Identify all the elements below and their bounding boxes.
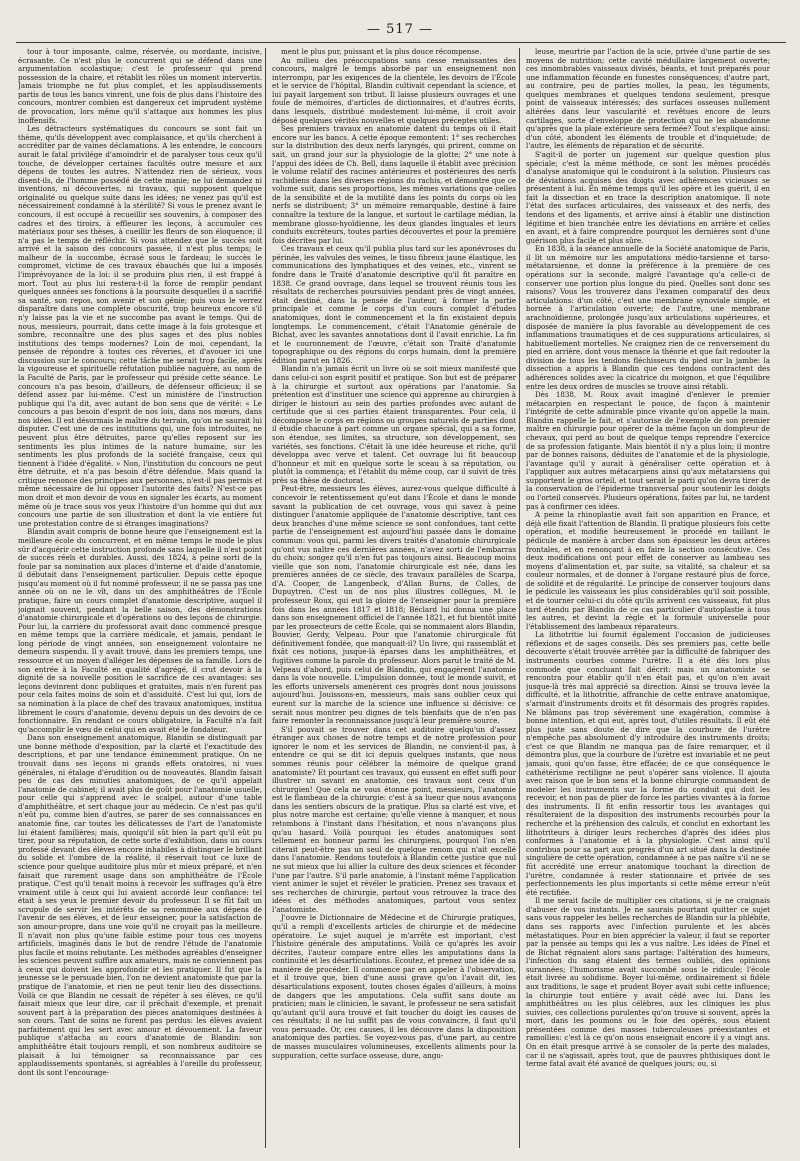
paragraph: Dès 1838, M. Roux avait imaginé d'enlever le premier métacarpien en respectant le pouce, de façon à maintenir l'intégrité de cette admirable pince vivante qu'on appelle la main. Blandin rappelle le fait, et s'autorise de l'exemple de son premier maître en chirurgie pour opérer de la même façon un dompteur de chevaux, qui perd au bout de quelque temps reprendre l'exercice de sa profession fatigante. Mais bientôt il n'y a plus loin; il montre par de bonnes raisons, déduites de l'anatomie et de la physiologie, l'avantage qu'il y aurait à généraliser cette opération et à l'appliquer aux autres métacarpiens ainsi qu'aux métatarsiens qui supportent le gros orteil, et tout serait le parti qu'on devra tirer de la conservation de l'épiderme transversal pour soutenir les doigts ou l'orteil conservés. Plusieurs opérations, faites par lui, ne tardent pas à confirmer ces idées. (526, 390, 770, 511)
paragraph: La lithotritie lui fournit également l'occasion de judicieuses réflexions et de sages conseils. Dès ses premiers pas, cette belle découverte s'était trouvée arrêtée par la difficulté de fabriquer des instruments courbes comme l'urètre. Il a été dès lors plus commode que concluant fait décrit: mais un anatomiste se rencontra pour établir qu'il n'en était pas, et qu'on n'en avait jusque-là très mal apprécié sa direction. Ainsi se trouva levée la difficulté, et la lithotritie, affranchie de cette entrave anatomique, s'armait d'instruments droits et fit désormais des progrès rapides. Ne blâmons pas trop sévèrement une exagération, commise à bonne intention, et qui eut, après tout, d'utiles résultats. Il eût été plus juste sans doute de dire que la courbure de l'urètre n'empêche pas absolument d'y introduire des instruments droits; c'est ce que Blandin ne manqua pas de faire remarquer, et il démontra plus, que la courbure de l'urètre est invariable et ne peut jamais, quoi qu'on fasse, être effacée; de ce que conséquence le cathétérisme rectiligne ne peut s'opérer sans violence. Il ajouta avec raison que le bon sens et la bonne chirurgie commandent de modeler les instruments sur la forme du conduit qui doit les recevoir, et non pas de plier de force les parties vivantes à la forme des instruments. Il fit enfin ressortir tous les avantages qui résulteraient de la disposition des instruments recourbés pour la recherche et la préhension des calculs, et conclut en exhortant les lithotriteurs à diriger leurs recherches d'après des idées plus conformes à l'anatomie et à la physiologie. C'est ainsi qu'il contribua pour sa part aux progrès d'un art situé dans la destinée singulière de cette opération, condamnée à ne pas naître s'il ne se fût accrédité une erreur anatomique touchant la direction de l'urètre, condamnée à rester stationnaire et privée de ses perfectionnements les plus importants si cette même erreur n'eût été rectifiée. (526, 630, 770, 897)
paragraph: J'ouvre le Dictionnaire de Médecine et de Chirurgie pratiques, qu'il a rempli d'excellents articles de chirurgie et de médecine opératoire. Le sujet auquel je m'arrête est important, c'est l'histoire générale des amputations. Voilà ce qu'après les avoir décrites, l'auteur compare entre elles les amputations dans la continuité et les désarticulations. Ecoutez, et prenez une idée de sa manière de procéder. Il commence par en appeler à l'observation, et il trouve que, bien d'une aussi grave qu'on l'avait dit, les désarticulations exposent, toutes choses égales d'ailleurs, à moins de dangers que les amputations. Cela suffit sans doute au praticien; mais le clinicien, le savant, le professeur ne sera satisfait qu'autant qu'il aura trouvé et fait toucher du doigt les causes de ces résultats; il ne lui suffit pas de vous convaincre, il faut qu'il vous persuade. Or, ces causes, il les découvre dans la disposition anatomique des parties. Se voyez-vous pas, d'une part, au centre de masses musculaires volumineuses, excellents aliments pour la suppuration, cette surface osseuse, dure, angu- (272, 913, 516, 1060)
paragraph: En 1838, à la séance annuelle de la Société anatomique de Paris, il lit un mémoire sur les amputations médio-tarsienne et tarso-métatarsienne, et donne la préférence à la première de ces opérations sur la seconde, malgré l'avantage qu'a celle-ci de conserver une portion plus longue du pied. Quelles sont donc ses raisons? Vous les trouverez dans l'examen comparatif des deux articulations: d'un côté, c'est une membrane synoviale simple, et bornée à l'articulation ouverte; de l'autre, une membrane arachnoïdienne, prolongée jusqu'aux articulations supérieures, et disposée de manière la plus favorable au développement de ces inflammations traumatiques et de ces suppurations articulaires, si habituellement mortelles. Ne craignez rien de ce renversement du pied en arrière, dont vous menace la théorie et que fait redouter la division de tous les tendons fléchisseurs du pied sur la jambe: la dissection a appris à Blandin que ces tendons contractent des adhérences solides avec la cicatrice du moignon, et que l'équilibre entre les deux ordres de muscles se trouve ainsi rétabli. (526, 244, 770, 391)
paragraph: Peut-être, messieurs les élèves, aurez-vous quelque difficulté à concevoir le retentissement qu'eut dans l'École et dans le monde savant la publication de cet ouvrage, vous qui savez à peine distinguer l'anatomie appliquée de l'anatomie descriptive, tant ces deux branches d'une même science se sont confondues, tant cette partie de l'enseignement est aujourd'hui passée dans le domaine commun: vous qui, parmi les divers traités d'anatomie chirurgicale qu'ont vus naître ces dernières années, n'avez sorti de l'embarras du choix; songez qu'il n'en fut pas toujours ainsi. Beaucoup moins vieille que son nom, l'anatomie chirurgicale est née, dans les premières années de ce siècle, des travaux parallèles de Scarpa, d'A. Cooper, de Langenbeck, d'Allan Burns, de Colles, de Dupuytren. C'est un de nos plus illustres collègues, M. le professeur Roux, qui eut la gloire de l'enseigner pour la première fois dans les années 1817 et 1818; Béclard lui donna une place dans son enseignement officiel de l'année 1821, et fut bientôt imité par les prosecteurs de cette École, qui se nommaient alors Blandin, Bouvier, Gerdy, Velpeau. Pour que l'anatomie chirurgicale fût définitivement fondée, que manquait-il? Un livre, qui rassemblât et fixât ces notions, jusque-là éparses dans les amphithéâtres, et fugitives comme la parole du professeur. Alors parut le traité de M. Velpeau d'abord, puis celui de Blandin, qui engagèrent l'anatomie dans la voie nouvelle. L'impulsion donnée, tout le monde suivit, et les efforts universels amenèrent ces progrès dont nous jouissons aujourd'hui. Jouissons-en, messieurs, mais sans oublier ceux qui eurent sur la marche de la science une influence si décisive: ce serait nous montrer peu dignes de tels bienfaits que de n'en pas faire remonter la reconnaissance jusqu'à leur première source. (272, 484, 516, 726)
text-column-3 (526, 48, 770, 1148)
paragraph: Au milieu des préoccupations sans cesse renaissantes des concours, malgré le temps absorbé par un enseignement non interrompu, par les exigences de la clientèle, les devoirs de l'École et le service de l'hôpital, Blandin cultivait cependant la science, et lui payait largement son tribut. Il laisse plusieurs ouvrages et une foule de mémoires, d'articles de dictionnaires, et d'autres écrits, dans lesquels, distribué modestement lui-même, il croit avoir déposé quelques vérités nouvelles et quelques préceptes utiles. (272, 55, 516, 125)
paragraph: leuse, meurtrie par l'action de la scie, privée d'une partie de ses moyens de nutrition; cette cavité médullaire largement ouverte; ces innombrables vaisseaux divisés, béants, et tout préparés pour une inflammation féconde en funestes conséquences; d'autre part, au contraire, peu de parties molles, la peau, les téguments, quelques membranes et quelques tendons seulement, presque point de vaisseaux intéressés; des surfaces osseuses nullement altérées dans leur vascularité et revêtues encore de leurs cartilages, sorte d'enveloppe de protection qui ne les abandonne qu'après que la plaie extérieure sera fermée? Tout s'explique ainsi: d'un côté, abondent les éléments de trouble et d'inquiétude; de l'autre, les éléments de réparation et de sécurité. (526, 48, 770, 151)
column-divider (519, 48, 520, 1148)
paragraph: Blandin avait compris de bonne heure que l'enseignement est la meilleure école du concurrent, et en même temps le mode le plus sûr d'acquérir cette instruction profonde sans laquelle il n'est point de succès réels et durables. Aussi, dès 1824, à peine sorti de la foule par sa nomination aux places d'interne et d'aide d'anatomie, il débutait dans l'enseignement particulier. Depuis cette époque jusqu'au moment où il fut nommé professeur, il ne se passa pas une année où on ne le vît, dans un des amphithéâtres de l'École pratique, faire un cours complet d'anatomie descriptive, auquel il joignait souvent, pendant la belle saison, des démonstrations d'anatomie chirurgicale et d'opérations ou des leçons de chirurgie. Pour lui, la carrière du professorat avait donc commencé presque en même temps que la carrière médicale, et jamais, pendant le long période de vingt années, son enseignement volontaire ne demeura suspendu. Il y avait trouvé, dans les premiers temps, une ressource et un moyen d'alléger les dépenses de sa famille. Lors de son entrée à la Faculté en qualité d'agrégé, il crut devoir à la dignité de sa nouvelle position le sacrifice de ces avantages: ses leçons devinrent donc publiques et gratuites, mais n'en furent pas pour cela faites moins de soin et d'assiduité. C'est lui qui, lors de sa nomination à la place de chef des travaux anatomiques, institua librement le cours d'anatomie, devenu depuis un des devoirs de ce fonctionnaire. En rendant ce cours obligatoire, la Faculté n'a fait qu'accomplir le vœu de celui qui en avait été le fondateur. (18, 527, 262, 734)
paragraph: Ces travaux et ceux qu'il publia plus tard sur les aponévroses du périnée, les valvules des veines, le tissu fibreux jaune élastique, les communications des lymphatiques et des veines, etc., vinrent se fondre dans le Traité d'anatomie descriptive qu'il fit paraître en 1838. Ce grand ouvrage, dans lequel se trouvent réunis tous les résultats de recherches poursuivies pendant près de vingt années, était destiné, dans la pensée de l'auteur, à former la partie principale et comme le corps d'un cours complet d'études anatomiques, dont le commencement et la fin existaient depuis longtemps. Le commencement, c'était l'Anatomie générale de Bichat, avec les savantes annotations dont il l'avait enrichie. La fin et le couronnement de l'œuvre, c'était son Traité d'anatomie topographique ou des régions du corps humain, dont la première édition parut en 1826. (272, 244, 516, 365)
paragraph: A peine la rhinoplastie avait fait son apparition en France, et déjà elle fixait l'attention de Blandin. Il pratique plusieurs fois cette opération, et modifie heureusement le procédé en taillant le pédicule de manière à arcber dans son épaisseur les deux artères frontales, et en renonçant à en faire la section consécutive. Ces deux modifications ont pour effet de conserver au lambeau ses moyens d'alimentation et, par suite, sa vitalité, sa chaleur et sa couleur normales, et de donner à l'organe restauré plus de force, de solidité et de régularité. Le principe de conserver toujours dans le pédicule les vaisseaux les plus considérables qu'il soit possible, et de tourner celui-ci du côté qu'ils arrivent ces vaisseaux, fut plus tard étendu par Blandin de ce cas particulier d'autoplastie à tous les autres, et devint la règle et la formule universelle pour l'établissement des lambeaux réparateurs. (526, 510, 770, 631)
paragraph: S'agit-il de porter un jugement sur quelque question plus spéciale; c'est la même méthode, ce sont les mêmes procédés d'analyse anatomique qui le conduiront à la solution. Plusieurs cas de déviations acquises des doigts avec adhérences vicieuses se présentent à lui. En même temps qu'il les opère et les guérit, il en fait la dissection et en trace la description anatomique. Il note l'état des surfaces articulaires, des vaisseaux et des nerfs, des tendons et des ligaments, et arrive ainsi à établir une distinction légitime et bien tranchée entre les déviations en arrière et celles en avant, et à faire comprendre pourquoi les dernières sont d'une guérison plus facile et plus sûre. (526, 149, 770, 245)
paragraph: Blandin n'a jamais écrit un livre où se soit mieux manifesté que dans celui-ci son esprit positif et pratique. Son but est de préparer à la chirurgie et surtout aux opérations par l'anatomie. Sa prétention est d'instituer une science qui apprenne au chirurgien à diriger le bistouri au sein des parties profondes avec autant de certitude que si ces parties étaient transparentes. Pour cela, il décompose le corps en régions ou groupes naturels de parties dont il étudie chacune à part comme un organe spécial, qui a sa forme, son étendue, ses limites, sa structure, son développement, ses variétés, ses fonctions. C'était là une idée heureuse et riche, qu'il développa avec verve et talent. Cet ouvrage lui fit beaucoup d'honneur et mit en quelque sorte le sceau à sa réputation, ou plutôt la commença; et l'établit du même coup, car il suivit de très près sa thèse de doctorat. (272, 364, 516, 485)
text-column-1 (18, 48, 262, 1148)
paragraph: Les détracteurs systématiques du concours se sont fait un thème, qu'ils développent avec complaisance, et qu'ils cherchent à accréditer par de vaines déclamations. A les entendre, le concours aurait le fatal privilége d'amoindrir et de paralyser tous ceux qu'il touche, de développer certaines facultés outre mesure et aux dépens de toutes les autres. N'attendez rien de sérieux, vous disent-ils, de l'homme possédé de cette manie; ne lui demandez ni inventions, ni découvertes, ni travaux, qui supposent quelque originalité ou quelque suite dans les idées; ne venez pas qu'il est nécessairement condamné à la stérilité? Si vous le prenez avant le concours, il est occupé à recueillir ses souvenirs, à composer des cadres et des tiroirs, à effleurer les leçons, à accumuler ces matériaux pour ses thèses, à cueillir les fleurs de son éloquence; il n'a pas le temps de réfléchir. Si vous attendez que le succès soit arrivé et la saison des concours passée, il n'est plus temps; le malheur de la succombe, écrasé sous le fardeau; le succès le compromet, victime de ces travaux ébauchés que lui a imposés l'imprévoyance de la loi: il se produira plus rien, il est frappé à mort. Tout au plus lui restera-t-il la force de remplir pendant quelques années ses fonctions à la poursuite desquelles il a sacrifié sa santé, son repos, son avenir et son génie; puis vous le verrez disparaître dans une complète obscurité, trop heureux encore s'il n'y laisse pas la vie et ne succombe pas avant le temps. Qui de nous, messieurs, pourrait, dans cette image à la fois grotesque et sombre, reconnaître une des plus sages et des plus nobles institutions des temps modernes? Loin de moi, cependant, la pensée de répondre à toutes ces rêveries, et d'avouer ici une discussion sur le concours; cette tâche me serait trop facile, après la vigoureuse et spirituelle réfutation publiée naguère, au nom de la Faculté de Paris, par le professeur qui préside cette séance. Le concours n'a pas besoin, d'ailleurs, de défenseur officieux; il se défend assez par lui-même. C'est un ministère de l'instruction publique qui l'a dit, avec autant de bon sens que de vérité: « Le concours a pas besoin d'esprit de nos lois, dans nos mœurs, dans nos idées. Il est désormais le maître du terrain, qu'on ne saurait lui disputer. C'est une de ces institutions qui, une fois introduites, ne peuvent plus être détruites, parce qu'elles reposent sur les sentiments les plus intimes de la nature humaine, sur les sentiments les plus profonds de la société française, ceux qui tiennent à l'idée d'égalité. » Non, l'institution du concours ne peut être détruite, et n'a pas besoin d'être défendue. Mais quand la critique renonce des principes aux personnes, n'est-il pas permis et même nécessaire de lui opposer l'autorité des faits? N'est-ce pas mon droit et mon devoir de vous en signaler les écarts, au moment même où je trace sous vos yeux l'histoire d'un homme qui dut aux concours une partie de son illustration et dont la vie entière fut une protestation contre de si étranges imaginations? (18, 124, 262, 528)
page-number: — 517 — (366, 22, 434, 37)
paragraph: Dans son enseignement anatomique, Blandin se distinguait par une bonne méthode d'exposition, par la clarté et l'exactitude des descriptions, et par une tendance éminemment pratique. On ne trouvait dans ses leçons ni grands effets oratoires, ni vues générales, ni étalage d'érudition ou de nouveautés. Blandin faisait peu de cas des minuties anatomiques, de ce qu'il appelait l'anatomie de cabinet; il avait plus de goût pour l'anatomie usuelle, pour celle qui s'apprend avec le scalpel, autour d'une table d'amphithéâtre, et sert chaque jour au médecin. Ce n'est pas qu'il n'eût pu, comme bien d'autres, se parer de ses connaissances en anatomie fine, car toutes les délicatesses de l'art de l'anatomiste lui étaient familières; mais, quoiqu'il sût bien la part qu'il eût pu tirer, pour sa réputation, de cette sorte d'exhibition, dans un cours professé devant des élèves encore inhabiles à distinguer le brillant du solide et l'ombre de la réalité, il réservait tout ce luxe de science pour quelque auditoire plus mûr et mieux préparé, et n'en faisait que rarement usage dans son amphithéâtre de l'École pratique. C'est qu'il tenait moins à recevoir les suffrages qu'à être vraiment utile à ceux qui lui avaient accordé leur confiance: tel était à ses yeux le premier devoir du professeur. Il se fût fait un scrupule de servir les intérêts de sa renommée aux dépens de l'avenir de ses élèves, et de leur enseigner, pour la satisfaction de son amour-propre, dans une voie qu'il ne croyait pas la meilleure. Il n'avait non plus qu'une faible estime pour tous ces moyens artificiels, imaginés dans le but de rendre l'étude de l'anatomie plus facile et moins rebutante. Les méthodes agréables d'enseigner les sciences peuvent suffire aux amateurs, mais ne conviennent pas à ceux qui doivent les approfondir et les pratiquer. Il fut que la jeunesse se le persuade bien, l'on ne devient anatomiste que par la pratique de l'anatomie, et rien ne peut tenir lieu des dissections. Voilà ce que Blandin ne cessait de répéter à ses élèves, ce qu'il faisait mieux que leur dire, car il prêchait d'exemple, et prenait souvent part à la préparation des pièces anatomiques destinées à son cours. Tant de soins ne furent pas perdus: les élèves avaient parfaitement qui les sert avec amour et dévouement. La faveur publique s'attacha au cours d'anatomie de Blandin: son amphithéâtre était toujours rempli, et son nombreux auditoire se plaisait à lui témoigner sa reconnaissance par ces applaudissements spontanés, si agréables à l'oreille du professeur, dont ils sont l'encourage- (18, 733, 262, 1077)
paragraph: ment le plus pur, puissant et la plus douce récompense. (281, 48, 482, 56)
column-divider (265, 48, 266, 1148)
paragraph: Ses premiers travaux en anatomie datent du temps où il était encore sur les bancs. A cette époque remontent: 1° ses recherches sur la distribution des deux nerfs laryngés, qui prirent, comme on sait, un grand jour sur la physiologie de la glotte; 2° une note à l'appui des idées de Ch. Bell, dans laquelle il établit avec précision le volume relatif des racines antérieures et postérieures des nerfs rachidiens dans les diverses régions du rachis, et démontre que ce volume suit, dans ses proportions, les mêmes variations que celles de la sensibilité et de la mutilité dans les points du corps où les nerfs se distribuent; 3° un mémoire remarquable, destiné à faire connaître la texture de la langue, et surtout le cartilage médian, la membrane glosso-hyoïdienne, les deux glandes linguales et leurs conduits excréteurs, toutes parties découvertes et pour la première fois décrites par lui. (272, 124, 516, 245)
paragraph: tour à tour imposante, calme, réservée, ou mordante, incisive, écrasante. Ce n'est plus le concurrent qui se défend dans une argumentation scolastique; c'est le professeur qui prend possession de la chaire, et rétablit les rôles un moment intervertis. Jamais triomphe ne fut plus complet, et les applaudissements partis de tous les bancs vinrent, une fois de plus dans l'histoire des concours, montrer combien est dangereux cet imprudent système de provocation, lors même qu'il s'attaque aux hommes les plus inoffensifs. (18, 48, 262, 125)
paragraph: Il me serait facile de multiplier ces citations, si je ne craignais d'abuser de vos instants. Je ne saurais pourtant quitter ce sujet sans vous rappeler les belles recherches de Blandin sur la phlébite, dans ses rapports avec l'infection purulente et les abcès métastatiques. Pour en bien apprécier la valeur, il faut se reporter par la pensée au temps qui les a vus naître. Les idées de Pinel et de Bichat régnaient alors sans partage: l'altération des humeurs, l'infection du sang étaient des termes oubliés, des opinions surannées; l'humorisme avait succombé sous le ridicule; l'école était livrée au solidisme. Boyer lui-même, ordinairement si fidèle aux traditions, le sage et prudent Boyer avait subi cette influence; la chirurgie tout entière y avait cédé avec lui. Dans les amphithéâtres ou les plus célèbres, aux les cliniques les plus suivies, ces collections purulentes qu'on trouve si souvent, après la mort, dans les poumons ou le foie des opérés, sous étaient présentées comme des masses tuberculeuses préexistantes et ramollies: c'est là ce qu'on nous enseignait encore il y a vingt ans. On en était presque arrivé à se consoler de la perte des malades, car il ne s'agissait, après tout, que de pauvres phthisiques dont le terme fatal avait été avancé de quelques jours; ou, si (526, 896, 770, 1069)
header-rule (16, 42, 786, 43)
paragraph: S'il pouvait se trouver dans cet auditoire quelqu'un d'assez étranger aux choses de notre temps et de notre profession pour ignorer le nom et les services de Blandin, ne convient-il pas, à entendre ce qui se dit ici depuis quelques instants, que nous sommes réunis pour célébrer la mémoire de quelque grand anatomiste? Et pourtant ces travaux, qui eussent en effet suffi pour illustrer un savant en anatomie, ces travaux sont ceux d'un chirurgien! Que cela ne vous étonne point, messieurs, l'anatomie est le flambeau de la chirurgie: c'est à sa lueur que nous avançons dans les sentiers obscurs de la pratique. Plus sa clarté est vive, et plus notre marche est certaine; qu'elle vienne à manquer, et nous retombons à l'instant dans l'hésitation, et nous n'avançons plus qu'au hasard. Voilà pourquoi les études anatomiques sont tellement en honneur parmi les chirurgiens, pourquoi l'on n'en citerait peut-être pas un seul de quelque renom qui n'ait excellé dans l'anatomie. Rendons toutefois à Blandin cette justice que nul ne sut mieux que lui allier la culture des deux sciences et féconder l'une par l'autre. S'il parle anatomie, à l'instant même l'application vient animer le sujet et révéler le praticien. Prenez ses travaux et ses recherches de chirurgie, partout vous retrouvez la trace des idées et des méthodes anatomiques, partout vous sentez l'anatomiste. (272, 724, 516, 914)
text-column-2 (272, 48, 516, 1148)
